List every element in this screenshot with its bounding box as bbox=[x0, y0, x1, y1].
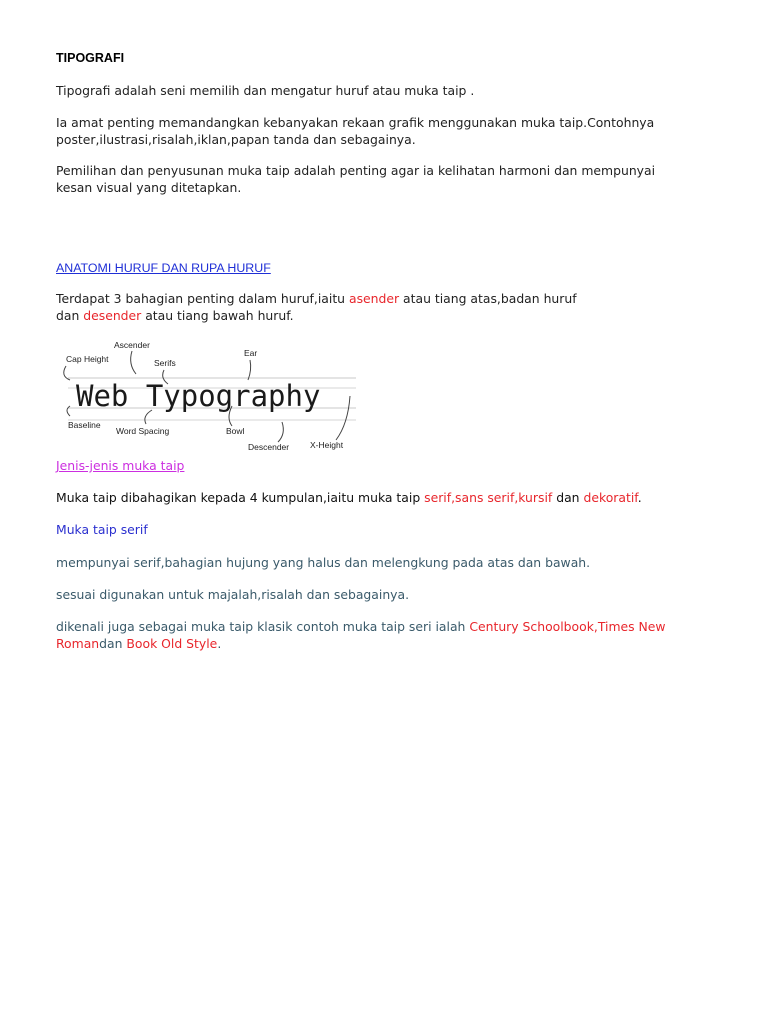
paragraph-importance bbox=[56, 115, 696, 148]
anatomy-text-1a: Terdapat 3 bahagian penting dalam huruf,iaitu bbox=[56, 291, 349, 306]
label-descender: Descender bbox=[248, 442, 290, 452]
types-red-2: dekoratif bbox=[583, 490, 638, 505]
label-serifs: Serifs bbox=[154, 358, 176, 368]
anatomy-text-2a: dan bbox=[56, 307, 84, 323]
serif-p3-text-b: dan bbox=[99, 635, 127, 651]
anatomy-text-2b: atau tiang bawah huruf. bbox=[141, 307, 294, 323]
serif-p3-red-2: Roman bbox=[56, 635, 100, 651]
paragraph-definition: Tipografi adalah seni memilih dan mengatur huruf atau muka taip . bbox=[56, 83, 475, 98]
paragraph-importance-line1: Ia amat penting memandangkan kebanyakan rekaan grafik menggunakan muka taip.Contohnya bbox=[56, 115, 655, 130]
arrow-ear bbox=[248, 360, 251, 380]
anatomy-section bbox=[56, 260, 696, 277]
serif-paragraph-1: mempunyai serif,bahagian hujung yang halus dan melengkung pada atas dan bawah. bbox=[56, 555, 591, 570]
types-paragraph bbox=[56, 490, 696, 507]
ascender-term: asender bbox=[348, 291, 400, 306]
serif-paragraph-2: sesuai digunakan untuk majalah,risalah dan sebagainya. bbox=[56, 587, 410, 602]
descender-term: desender bbox=[83, 307, 142, 323]
serif-p3-text-c: . bbox=[217, 635, 222, 651]
serif-p3-text-a: dikenali juga sebagai muka taip klasik contoh muka taip seri ialah bbox=[56, 619, 470, 634]
types-red-1: serif,sans serif,kursif bbox=[424, 490, 553, 505]
arrow-ascender bbox=[131, 351, 136, 374]
anatomy-text-1b: atau tiang atas,badan huruf bbox=[399, 291, 577, 306]
paragraph-importance-line2: poster,ilustrasi,risalah,iklan,papan tanda dan sebagainya. bbox=[56, 131, 416, 147]
web-typography-diagram bbox=[56, 340, 366, 458]
paragraph-selection-line1: Pemilihan dan penyusunan muka taip adalah penting agar ia kelihatan harmoni dan mempunyai bbox=[56, 163, 656, 178]
types-link[interactable]: Jenis-jenis muka taip bbox=[56, 458, 185, 473]
anatomy-paragraph bbox=[56, 291, 696, 324]
arrow-x-height bbox=[336, 396, 350, 440]
label-baseline: Baseline bbox=[68, 420, 101, 430]
types-section bbox=[56, 458, 696, 475]
label-ear: Ear bbox=[244, 348, 258, 358]
label-x-height: X-Height bbox=[310, 440, 344, 450]
web-typography-text: Web Typography bbox=[76, 379, 321, 413]
label-bowl: Bowl bbox=[226, 426, 245, 436]
types-text-a: Muka taip dibahagikan kepada 4 kumpulan,iaitu muka taip bbox=[56, 490, 425, 505]
paragraph-selection bbox=[56, 163, 696, 196]
paragraph-selection-line2: kesan visual yang ditetapkan. bbox=[56, 179, 242, 195]
label-cap-height: Cap Height bbox=[66, 354, 109, 364]
anatomy-link[interactable]: ANATOMI HURUF DAN RUPA HURUF bbox=[56, 261, 271, 275]
serif-paragraph-3 bbox=[56, 619, 696, 652]
types-text-b: dan bbox=[552, 490, 584, 505]
types-text-c: . bbox=[637, 490, 642, 505]
page-title: TIPOGRAFI bbox=[56, 51, 125, 65]
serif-p3-red-1: Century Schoolbook,Times New bbox=[469, 619, 666, 634]
arrow-descender bbox=[278, 422, 283, 442]
label-ascender: Ascender bbox=[114, 340, 150, 350]
serif-heading: Muka taip serif bbox=[56, 522, 148, 537]
label-word-spacing: Word Spacing bbox=[116, 426, 170, 436]
web-typography-svg bbox=[56, 340, 366, 458]
serif-p3-red-3: Book Old Style bbox=[126, 635, 218, 651]
